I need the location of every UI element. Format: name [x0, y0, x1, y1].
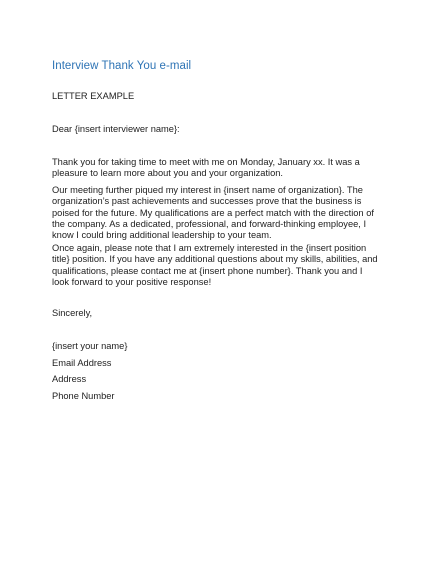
- paragraph-3: Once again, please note that I am extremely interested in the {insert position title} position. If you have any additional questions about my skills, abilities, and qualifications, please contact me at {insert phone number}. Thank you and I look forward to your positive response!: [52, 243, 378, 287]
- document-subtitle: LETTER EXAMPLE: [52, 91, 135, 101]
- signature-name: {insert your name}: [52, 341, 128, 351]
- document-title: Interview Thank You e-mail: [52, 60, 192, 72]
- closing: Sincerely,: [52, 308, 93, 318]
- signature-phone: Phone Number: [52, 391, 115, 401]
- paragraph-2: Our meeting further piqued my interest in {insert name of organization}. The organization’s past achievements and successes prove that the business is poised for the future. My qualifications are a perfect match with the direction of the company. As a dedicated, professional, and forward-thinking employee, I know I could bring additional leadership to your team.: [52, 185, 374, 241]
- signature-address: Address: [52, 374, 87, 384]
- signature-email: Email Address: [52, 358, 112, 368]
- salutation: Dear {insert interviewer name}:: [52, 124, 180, 134]
- paragraph-1: Thank you for taking time to meet with me on Monday, January xx. It was a pleasure to learn more about you and your organization.: [52, 157, 360, 179]
